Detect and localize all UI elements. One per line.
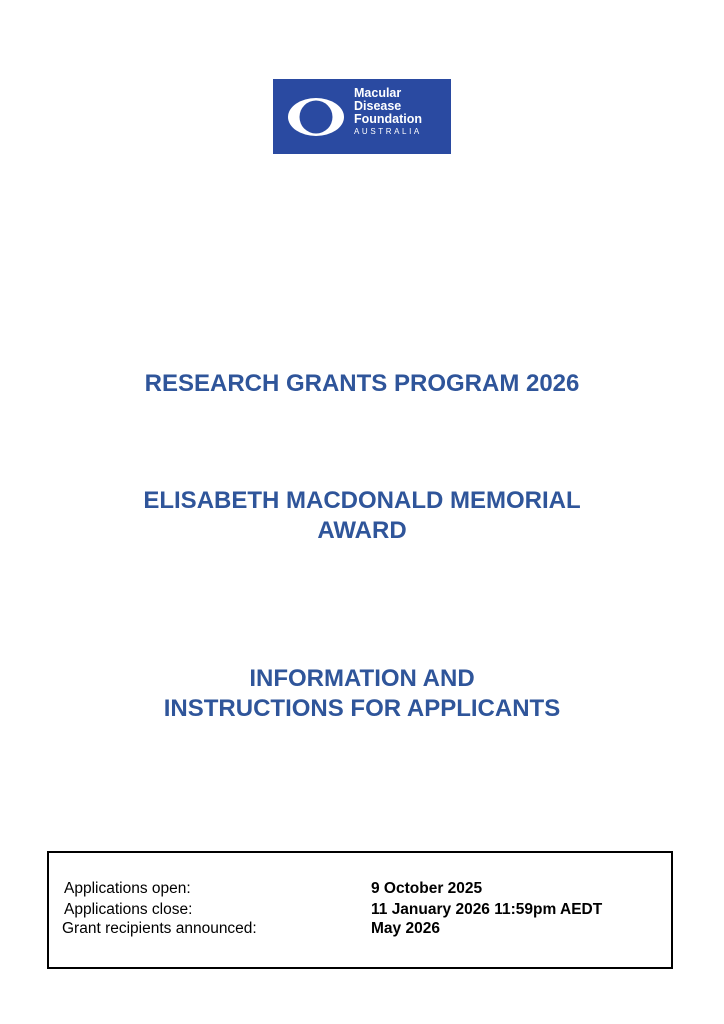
info-title-line-1: INFORMATION AND xyxy=(249,665,475,692)
date-value: 11 January 2026 11:59pm AEDT xyxy=(371,901,603,918)
date-label: Applications close: xyxy=(64,901,193,918)
program-title xyxy=(0,369,724,399)
info-title xyxy=(0,664,724,724)
award-title xyxy=(0,486,724,546)
logo-line-2: Disease xyxy=(354,99,402,113)
date-value: May 2026 xyxy=(371,920,440,937)
foundation-logo xyxy=(273,79,451,154)
logo-line-1: Macular xyxy=(354,86,402,100)
eye-icon xyxy=(285,95,347,139)
date-label: Applications open: xyxy=(64,880,191,897)
award-title-line-1: ELISABETH MACDONALD MEMORIAL xyxy=(143,487,581,514)
logo-country: AUSTRALIA xyxy=(354,127,422,136)
date-row-recipients-announced xyxy=(49,920,671,938)
program-title-line-1: RESEARCH GRANTS PROGRAM 2026 xyxy=(144,370,580,397)
award-title-line-2: AWARD xyxy=(317,517,407,544)
date-row-applications-close xyxy=(49,901,671,919)
logo-wordmark xyxy=(354,87,422,138)
info-title-line-2: INSTRUCTIONS FOR APPLICANTS xyxy=(163,695,561,722)
key-dates-box xyxy=(47,851,673,969)
logo-line-3: Foundation xyxy=(354,112,423,126)
date-row-applications-open xyxy=(49,880,671,898)
date-label: Grant recipients announced: xyxy=(62,920,257,937)
date-value: 9 October 2025 xyxy=(371,880,483,897)
